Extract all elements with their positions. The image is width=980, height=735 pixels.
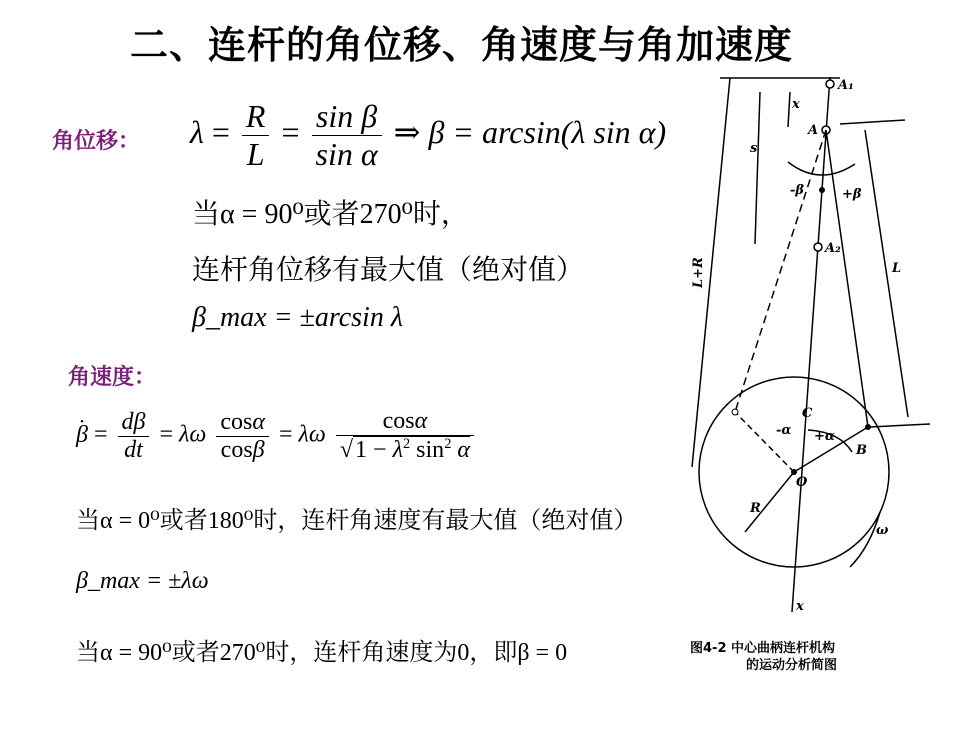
beta-dot-max-formula: β_max = ±λω <box>76 568 209 594</box>
displacement-condition-text: 当α = 90⁰或者270⁰时， <box>192 199 469 230</box>
crank-arm-dashed <box>735 412 794 472</box>
crank-linkage-diagram <box>680 72 950 617</box>
displacement-max-text: 连杆角位移有最大值（绝对值） <box>192 255 585 286</box>
dimension-x <box>788 92 790 127</box>
label-l-plus-r: L+R <box>691 257 706 288</box>
velocity-zero-condition-text: 当α = 90⁰或者270⁰时，连杆角速度为0，即β = 0 <box>76 640 568 666</box>
label-b: B <box>856 443 867 458</box>
figure-caption-line2: 的运动分析简图 <box>746 658 838 673</box>
label-plus-beta: +β <box>842 187 862 202</box>
rod-midpoint-dot <box>819 187 825 193</box>
angular-velocity-label: 角速度： <box>68 365 157 390</box>
connecting-rod-dashed <box>735 130 826 412</box>
label-minus-beta: -β <box>790 183 805 198</box>
label-s: s <box>750 141 758 156</box>
beta-swing-arc <box>788 162 855 175</box>
top-dead-center-point <box>826 80 834 88</box>
figure-caption <box>690 640 837 674</box>
dimension-l-tick-bottom <box>870 424 930 427</box>
label-x-top: x <box>792 97 800 112</box>
label-r: R <box>750 501 761 516</box>
crank-pin-b-dot <box>865 424 871 430</box>
dimension-l <box>865 130 908 417</box>
angular-displacement-label: 角位移： <box>52 129 141 154</box>
label-c: C <box>802 406 813 421</box>
page-title: 二、连杆的角位移、角速度与角加速度 <box>130 23 794 67</box>
angular-displacement-formula: λ = $\frac{R}{L}$ = $\frac{\text{sin β}}{\text{sin α}}$ ⇒ β = arcsin(λ sin α) <box>190 98 667 172</box>
label-a: A <box>808 123 819 138</box>
dimension-s <box>755 92 760 244</box>
crank-pin-dashed-dot <box>732 409 738 415</box>
beta-max-arcsin-formula: β_max = ±arcsin λ <box>192 302 403 333</box>
figure-caption-line1: 图4-2 中心曲柄连杆机构 <box>690 641 836 656</box>
dimension-l-tick <box>840 120 905 124</box>
label-o: O <box>796 475 808 490</box>
label-l: L <box>892 261 902 276</box>
label-plus-alpha: +α <box>814 429 835 444</box>
bottom-dead-center-point <box>814 243 822 251</box>
label-a2: A₂ <box>825 241 841 256</box>
angular-velocity-formula: • β = $\frac{d\beta}{dt}$ = λω $\frac{\cos\alpha}{\cos\beta}$ = λω $\frac{\cos\alpha}{√1 - \lambda^2 \sin^2 \alpha}$ <box>76 408 478 464</box>
label-x-bottom: x <box>796 599 804 614</box>
label-omega: ω <box>876 523 889 538</box>
velocity-max-condition-text: 当α = 0⁰或者180⁰时，连杆角速度有最大值（绝对值） <box>76 508 638 534</box>
label-a1: A₁ <box>838 78 854 93</box>
center-axis-line <box>792 77 830 612</box>
label-minus-alpha: -α <box>776 423 792 438</box>
